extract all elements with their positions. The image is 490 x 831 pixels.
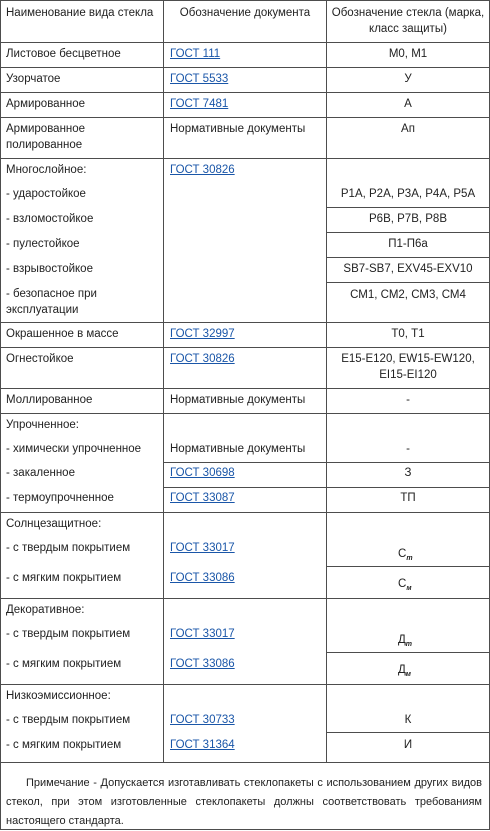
glass-group-title: Солнцезащитное: [6,518,102,530]
row-divider [0,762,490,763]
document-name: Нормативные документы [170,394,306,406]
glass-mark: EI15-EI120 [379,369,437,381]
gost-link[interactable]: ГОСТ 5533 [170,73,229,85]
gost-link[interactable]: ГОСТ 33087 [170,492,235,504]
glass-subtype: - с мягким покрытием [6,658,122,670]
glass-subtype: - пулестойкое [6,238,80,250]
document-name: Нормативные документы [170,123,306,135]
glass-mark: E15-E120, EW15-EW120, [341,353,475,365]
glass-name: Огнестойкое [6,353,74,365]
row-divider [0,347,490,348]
gost-link[interactable]: ГОСТ 33086 [170,572,235,584]
row-divider [0,67,490,68]
glass-mark: СМ1, СМ2, СМ3, СМ4 [350,289,466,301]
glass-subtype: - химически упрочненное [6,443,142,455]
glass-mark: - [406,443,410,455]
row-divider [326,257,490,258]
glass-name: Окрашенное в массе [6,328,119,340]
row-divider [0,42,490,43]
glass-subtype: эксплуатации [6,304,79,316]
glass-mark: И [403,739,413,751]
glass-mark: П1-П6а [388,238,428,250]
glass-mark: М0, М1 [388,48,428,60]
glass-subtype: - закаленное [6,467,75,479]
glass-mark [398,662,411,683]
glass-mark: - [406,394,410,406]
glass-mark: ТП [400,492,416,504]
gost-link[interactable]: ГОСТ 33086 [170,658,235,670]
glass-name: полированное [6,139,83,151]
row-divider [0,598,490,599]
glass-mark: SB7-SB7, EXV45-EXV10 [343,263,473,275]
gost-link[interactable]: ГОСТ 30826 [170,353,235,365]
glass-subtype: - с мягким покрытием [6,572,122,584]
glass-mark: К [404,714,412,726]
header-mark: Обозначение стекла (марка, класс защиты) [331,7,485,35]
gost-link[interactable]: ГОСТ 111 [170,48,221,60]
row-divider [0,684,490,685]
glass-subtype: - с твердым покрытием [6,714,131,726]
glass-name: Моллированное [6,394,93,406]
glass-name: Армированное [6,98,86,110]
row-divider [0,92,490,93]
row-divider [0,117,490,118]
glass-mark-subscript: м [406,585,412,592]
glass-group-title: Многослойное: [6,164,87,176]
glass-mark-subscript: м [405,671,411,678]
glass-subtype: - взломостойкое [6,213,94,225]
gost-link[interactable]: ГОСТ 30826 [170,164,235,176]
glass-name: Узорчатое [6,73,61,85]
glass-mark [398,632,412,653]
glass-subtype: - с твердым покрытием [6,628,131,640]
row-divider [0,158,490,159]
glass-mark-letter: Д [398,664,406,676]
glass-subtype: - ударостойкое [6,188,86,200]
glass-subtype: - безопасное при [6,288,97,300]
gost-link[interactable]: ГОСТ 33017 [170,542,235,554]
row-divider [326,207,490,208]
gost-link[interactable]: ГОСТ 33017 [170,628,235,640]
row-divider [326,732,490,733]
glass-mark: У [404,73,412,85]
glass-mark: Р1А, Р2А, Р3А, Р4А, Р5А [340,188,476,200]
glass-mark: А [404,98,412,110]
row-divider [326,232,490,233]
gost-link[interactable]: ГОСТ 31364 [170,739,235,751]
document-name: Нормативные документы [170,443,306,455]
glass-mark-letter: С [398,578,407,590]
table-border-left [0,0,1,830]
row-divider [326,282,490,283]
glass-mark: Т0, Т1 [391,328,425,340]
table-border-top [0,0,490,1]
glass-mark-subscript: т [405,641,413,648]
glass-mark [398,576,412,597]
glass-mark-subscript: т [406,555,413,562]
glass-group-title: Низкоэмиссионное: [6,690,111,702]
header-glass-type: Наименование вида стекла [6,7,154,19]
gost-link[interactable]: ГОСТ 32997 [170,328,235,340]
gost-link[interactable]: ГОСТ 30733 [170,714,235,726]
gost-link[interactable]: ГОСТ 30698 [170,467,235,479]
glass-mark: Ап [401,123,415,135]
row-divider [0,512,490,513]
glass-mark: Р6В, Р7В, Р8В [369,213,447,225]
glass-mark-letter: Д [398,634,406,646]
row-divider [0,322,490,323]
glass-subtype: - термоупрочненное [6,492,114,504]
glass-group-title: Декоративное: [6,604,85,616]
glass-subtype: - с мягким покрытием [6,739,122,751]
header-document: Обозначение документа [179,7,311,19]
glass-name: Листовое бесцветное [6,48,121,60]
row-divider [0,388,490,389]
table-note: Примечание - Допускается изготавливать стеклопакеты с использованием других видов стекол, при этом изготовленные стеклопакеты должны соответствовать требованиям настоящего стандарта. [6,777,482,827]
column-divider [163,0,164,762]
glass-name: Армированное [6,123,86,135]
glass-mark-letter: С [398,548,407,560]
glass-group-title: Упрочненное: [6,419,79,431]
glass-subtype: - с твердым покрытием [6,542,131,554]
glass-subtype: - взрывостойкое [6,263,93,275]
glass-mark: З [404,467,412,479]
row-divider [0,413,490,414]
glass-mark [398,546,413,567]
gost-link[interactable]: ГОСТ 7481 [170,98,229,110]
